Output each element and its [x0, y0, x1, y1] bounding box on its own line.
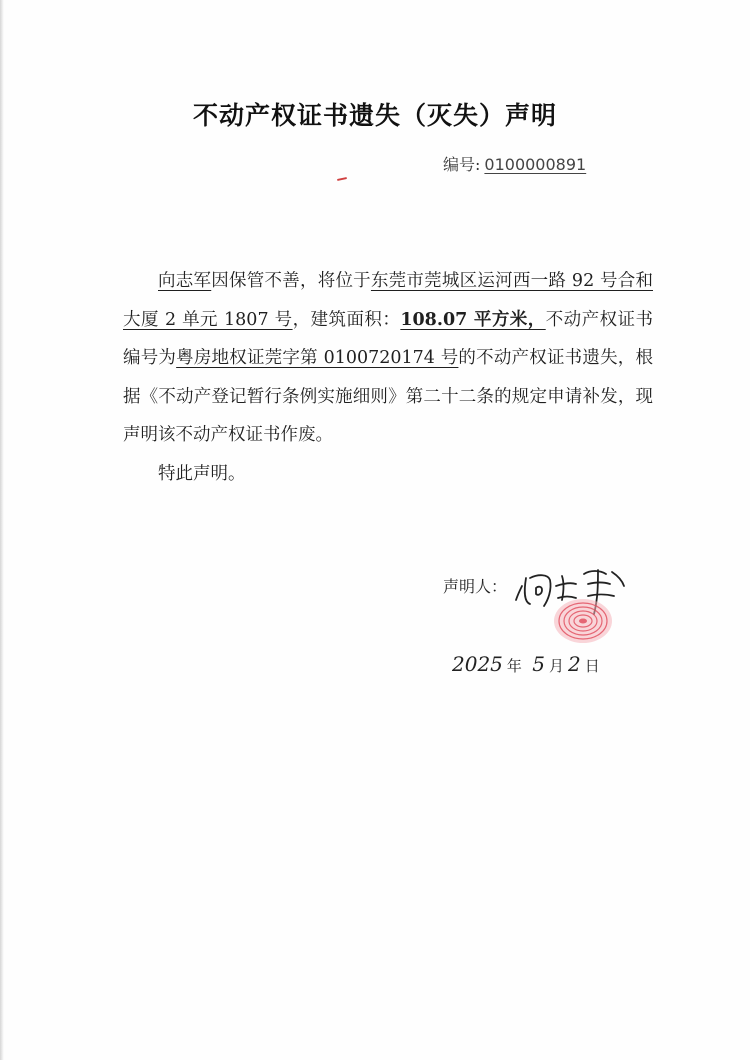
statement-paragraph [123, 262, 653, 455]
certificate-number-line [443, 152, 586, 175]
document-title: 不动产权证书遗失（灭失）声明 [192, 101, 557, 130]
owner-name: 向志军 [158, 271, 212, 291]
date-day-unit: 日 [584, 657, 600, 675]
stray-red-mark [337, 177, 347, 181]
scan-edge-shadow [0, 0, 4, 1060]
building-area: 108.07 平方米， [400, 309, 546, 330]
paragraph-text-3: 不动产权证书编号为 [123, 309, 654, 368]
declarant-label: 声明人： [443, 577, 508, 596]
date-year: 2025 [452, 652, 503, 676]
number-label: 编号: [443, 155, 481, 174]
property-address: 东莞市莞城区运河西一路 92 号合和大厦 2 单元 1807 号 [123, 271, 653, 330]
certificate-number: 粤房地权证莞字第 0100720174 号 [176, 348, 459, 368]
number-value: 0100000891 [484, 155, 587, 174]
paragraph-text-1: 因保管不善，将位于 [211, 271, 371, 291]
date-month: 5 [532, 652, 546, 676]
closing-line: 特此声明。 [158, 463, 246, 484]
red-fingerprint [552, 596, 614, 646]
paragraph-text-4: 的不动产权证书遗失，根据《不动产登记暂行条例实施细则》第二十二条的规定申请补发，现声明该不动产权证书作废。 [123, 348, 654, 445]
date-month-unit: 月 [549, 657, 565, 675]
statement-body [123, 262, 653, 493]
signature-date [452, 652, 604, 676]
paragraph-text-2: ，建筑面积： [292, 309, 401, 330]
date-day: 2 [568, 652, 581, 676]
date-year-unit: 年 [506, 657, 522, 675]
